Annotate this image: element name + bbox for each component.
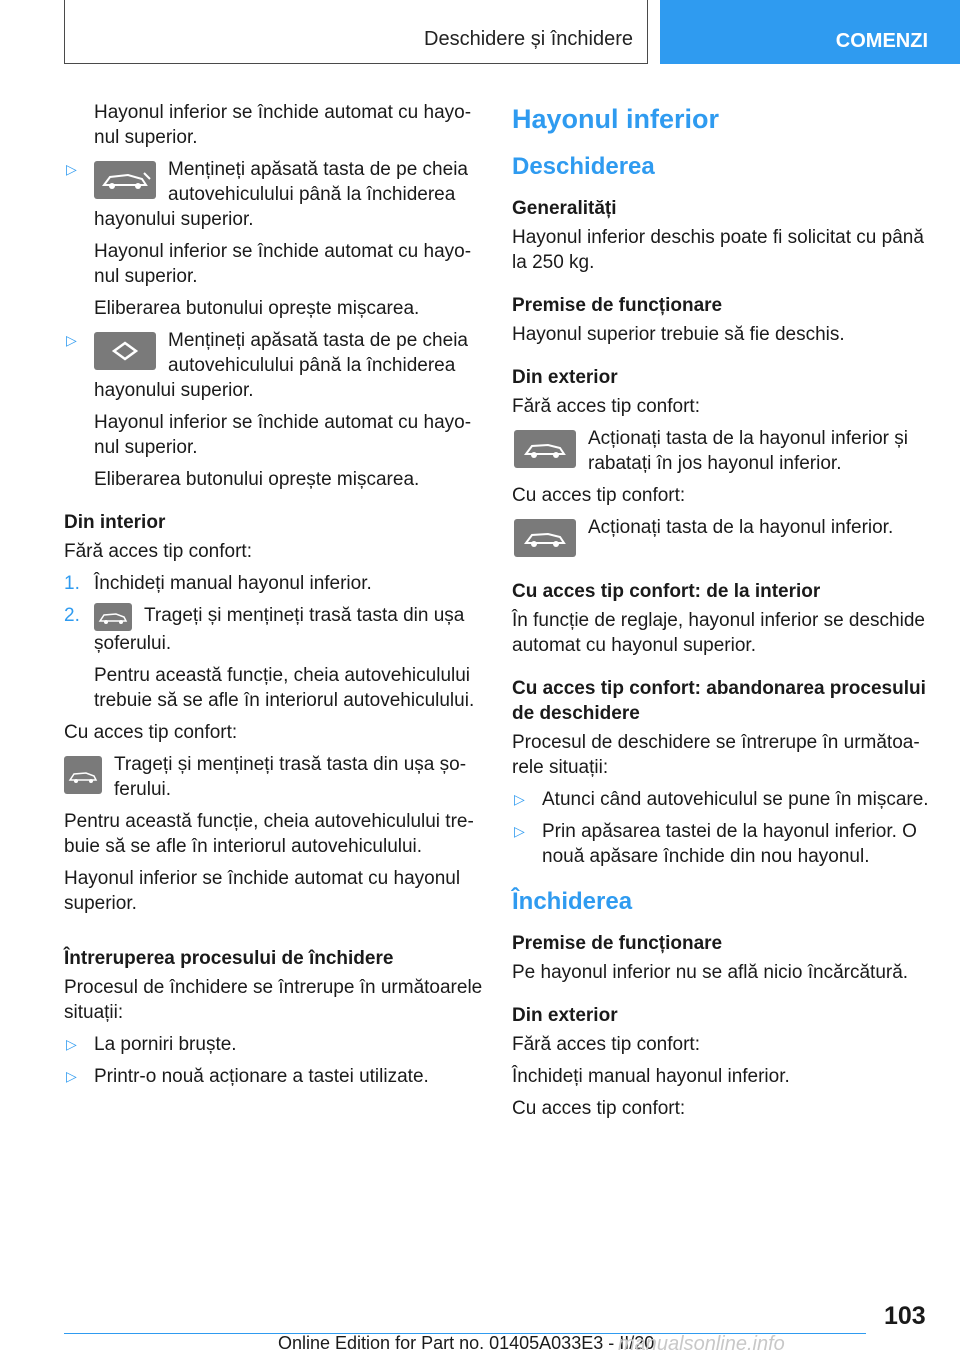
triangle-bullet-icon: ▷ (66, 1068, 77, 1084)
subheading: Cu acces tip confort: de la interior (512, 581, 821, 602)
paragraph: Hayonul inferior se închide automat cu hayonul superior. (94, 102, 472, 148)
paragraph: Procesul de deschidere se întrerupe în următoarele situații: (512, 732, 920, 778)
subheading: Din exterior (512, 1005, 618, 1026)
right-column (512, 100, 932, 1128)
paragraph: Hayonul inferior se închide automat cu hayonul superior. (94, 241, 472, 287)
paragraph: Fără acces tip confort: (512, 1034, 700, 1055)
numbered-step (64, 603, 484, 656)
paragraph: Pentru această funcție, cheia autovehiculului trebuie să se afle în interiorul autovehiculului. (64, 811, 474, 857)
key-instruction (512, 426, 932, 476)
paragraph: În funcție de reglaje, hayonul inferior se deschide automat cu hayonul superior. (512, 610, 925, 656)
paragraph: Fără acces tip confort: (512, 396, 700, 417)
list-item (512, 787, 932, 812)
paragraph: Cu acces tip confort: (64, 722, 238, 743)
paragraph: Procesul de închidere se întrerupe în următoarele situații: (64, 977, 483, 1023)
header-frame (64, 0, 648, 64)
key-instruction (512, 515, 932, 561)
paragraph: Hayonul inferior deschis poate fi solicitat cu până la 250 kg. (512, 227, 924, 273)
subheading: Generalități (512, 198, 617, 219)
item-text: Mențineți apăsată tasta de pe cheia autovehiculului până la închiderea hayonului superior. (94, 330, 468, 401)
car-key-icon (64, 756, 102, 794)
paragraph: Cu acces tip confort: (512, 485, 686, 506)
step-text: Trageți și mențineți trasă tasta din ușa șoferului. (94, 605, 465, 654)
car-tailgate-key-icon (514, 430, 576, 468)
left-column (64, 100, 484, 1096)
list-item (64, 1032, 484, 1057)
instruction-text: Trageți și mențineți trasă tasta din ușa șoferului. (114, 754, 467, 800)
key-instruction (64, 752, 484, 802)
item-text: La porniri bruște. (94, 1034, 237, 1055)
paragraph: Pe hayonul inferior nu se află nicio încărcătură. (512, 962, 909, 983)
item-text: Printr-o nouă acționare a tastei utilizate. (94, 1066, 429, 1087)
subheading: Premise de funcționare (512, 933, 723, 954)
triangle-bullet-icon: ▷ (514, 791, 525, 807)
paragraph: Hayonul superior trebuie să fie deschis. (512, 324, 845, 345)
subheading: Cu acces tip confort: abandonarea procesului de deschidere (512, 678, 926, 724)
item-text: Atunci când autovehiculul se pune în mișcare. (542, 789, 929, 810)
triangle-bullet-icon: ▷ (514, 823, 525, 839)
section-title: Deschidere și închidere (424, 28, 633, 50)
page-number: 103 (884, 1302, 926, 1330)
numbered-step (64, 571, 484, 596)
triangle-bullet-icon: ▷ (66, 1036, 77, 1052)
step-number: 1. (64, 573, 80, 594)
diamond-key-icon (94, 332, 156, 370)
subsection-heading: Închiderea (512, 888, 633, 915)
section-heading: Hayonul inferior (512, 104, 720, 134)
paragraph: Eliberarea butonului oprește mișcarea. (94, 298, 420, 319)
list-item (64, 1064, 484, 1089)
paragraph: Cu acces tip confort: (512, 1098, 686, 1119)
triangle-bullet-icon: ▷ (66, 161, 77, 177)
paragraph: Hayonul inferior se închide automat cu hayonul superior. (94, 412, 472, 458)
subheading: Premise de funcționare (512, 295, 723, 316)
paragraph: Fără acces tip confort: (64, 541, 252, 562)
paragraph: Închideți manual hayonul inferior. (512, 1066, 790, 1087)
car-tailgate-key-icon (94, 161, 156, 199)
watermark: manualsonline.info (618, 1333, 785, 1355)
paragraph: Pentru această funcție, cheia autovehiculului trebuie să se afle în interiorul autovehiculului. (94, 665, 475, 711)
subheading: Din interior (64, 512, 166, 533)
step-text: Închideți manual hayonul inferior. (94, 573, 372, 594)
chapter-tab[interactable]: COMENZI (660, 0, 960, 64)
paragraph: Hayonul inferior se închide automat cu hayonul superior. (64, 868, 461, 914)
list-item (512, 819, 932, 869)
subheading: Din exterior (512, 367, 618, 388)
car-tailgate-key-icon (514, 519, 576, 557)
step-number: 2. (64, 605, 80, 626)
item-text: Mențineți apăsată tasta de pe cheia autovehiculului până la închiderea hayonului superior. (94, 159, 468, 230)
instruction-text: Acționați tasta de la hayonul inferior. (588, 517, 894, 538)
list-item (64, 157, 484, 232)
subheading: Întreruperea procesului de închidere (64, 948, 394, 969)
edition-text: Online Edition for Part no. 01405A033E3 - II/20 (278, 1333, 655, 1353)
car-key-icon (94, 603, 132, 631)
instruction-text: Acționați tasta de la hayonul inferior și rabatați în jos hayonul inferior. (588, 428, 909, 474)
subsection-heading: Deschiderea (512, 153, 655, 180)
paragraph: Eliberarea butonului oprește mișcarea. (94, 469, 420, 490)
list-item (64, 328, 484, 403)
item-text: Prin apăsarea tastei de la hayonul inferior. O nouă apăsare închide din nou hayonul. (542, 821, 917, 867)
triangle-bullet-icon: ▷ (66, 332, 77, 348)
